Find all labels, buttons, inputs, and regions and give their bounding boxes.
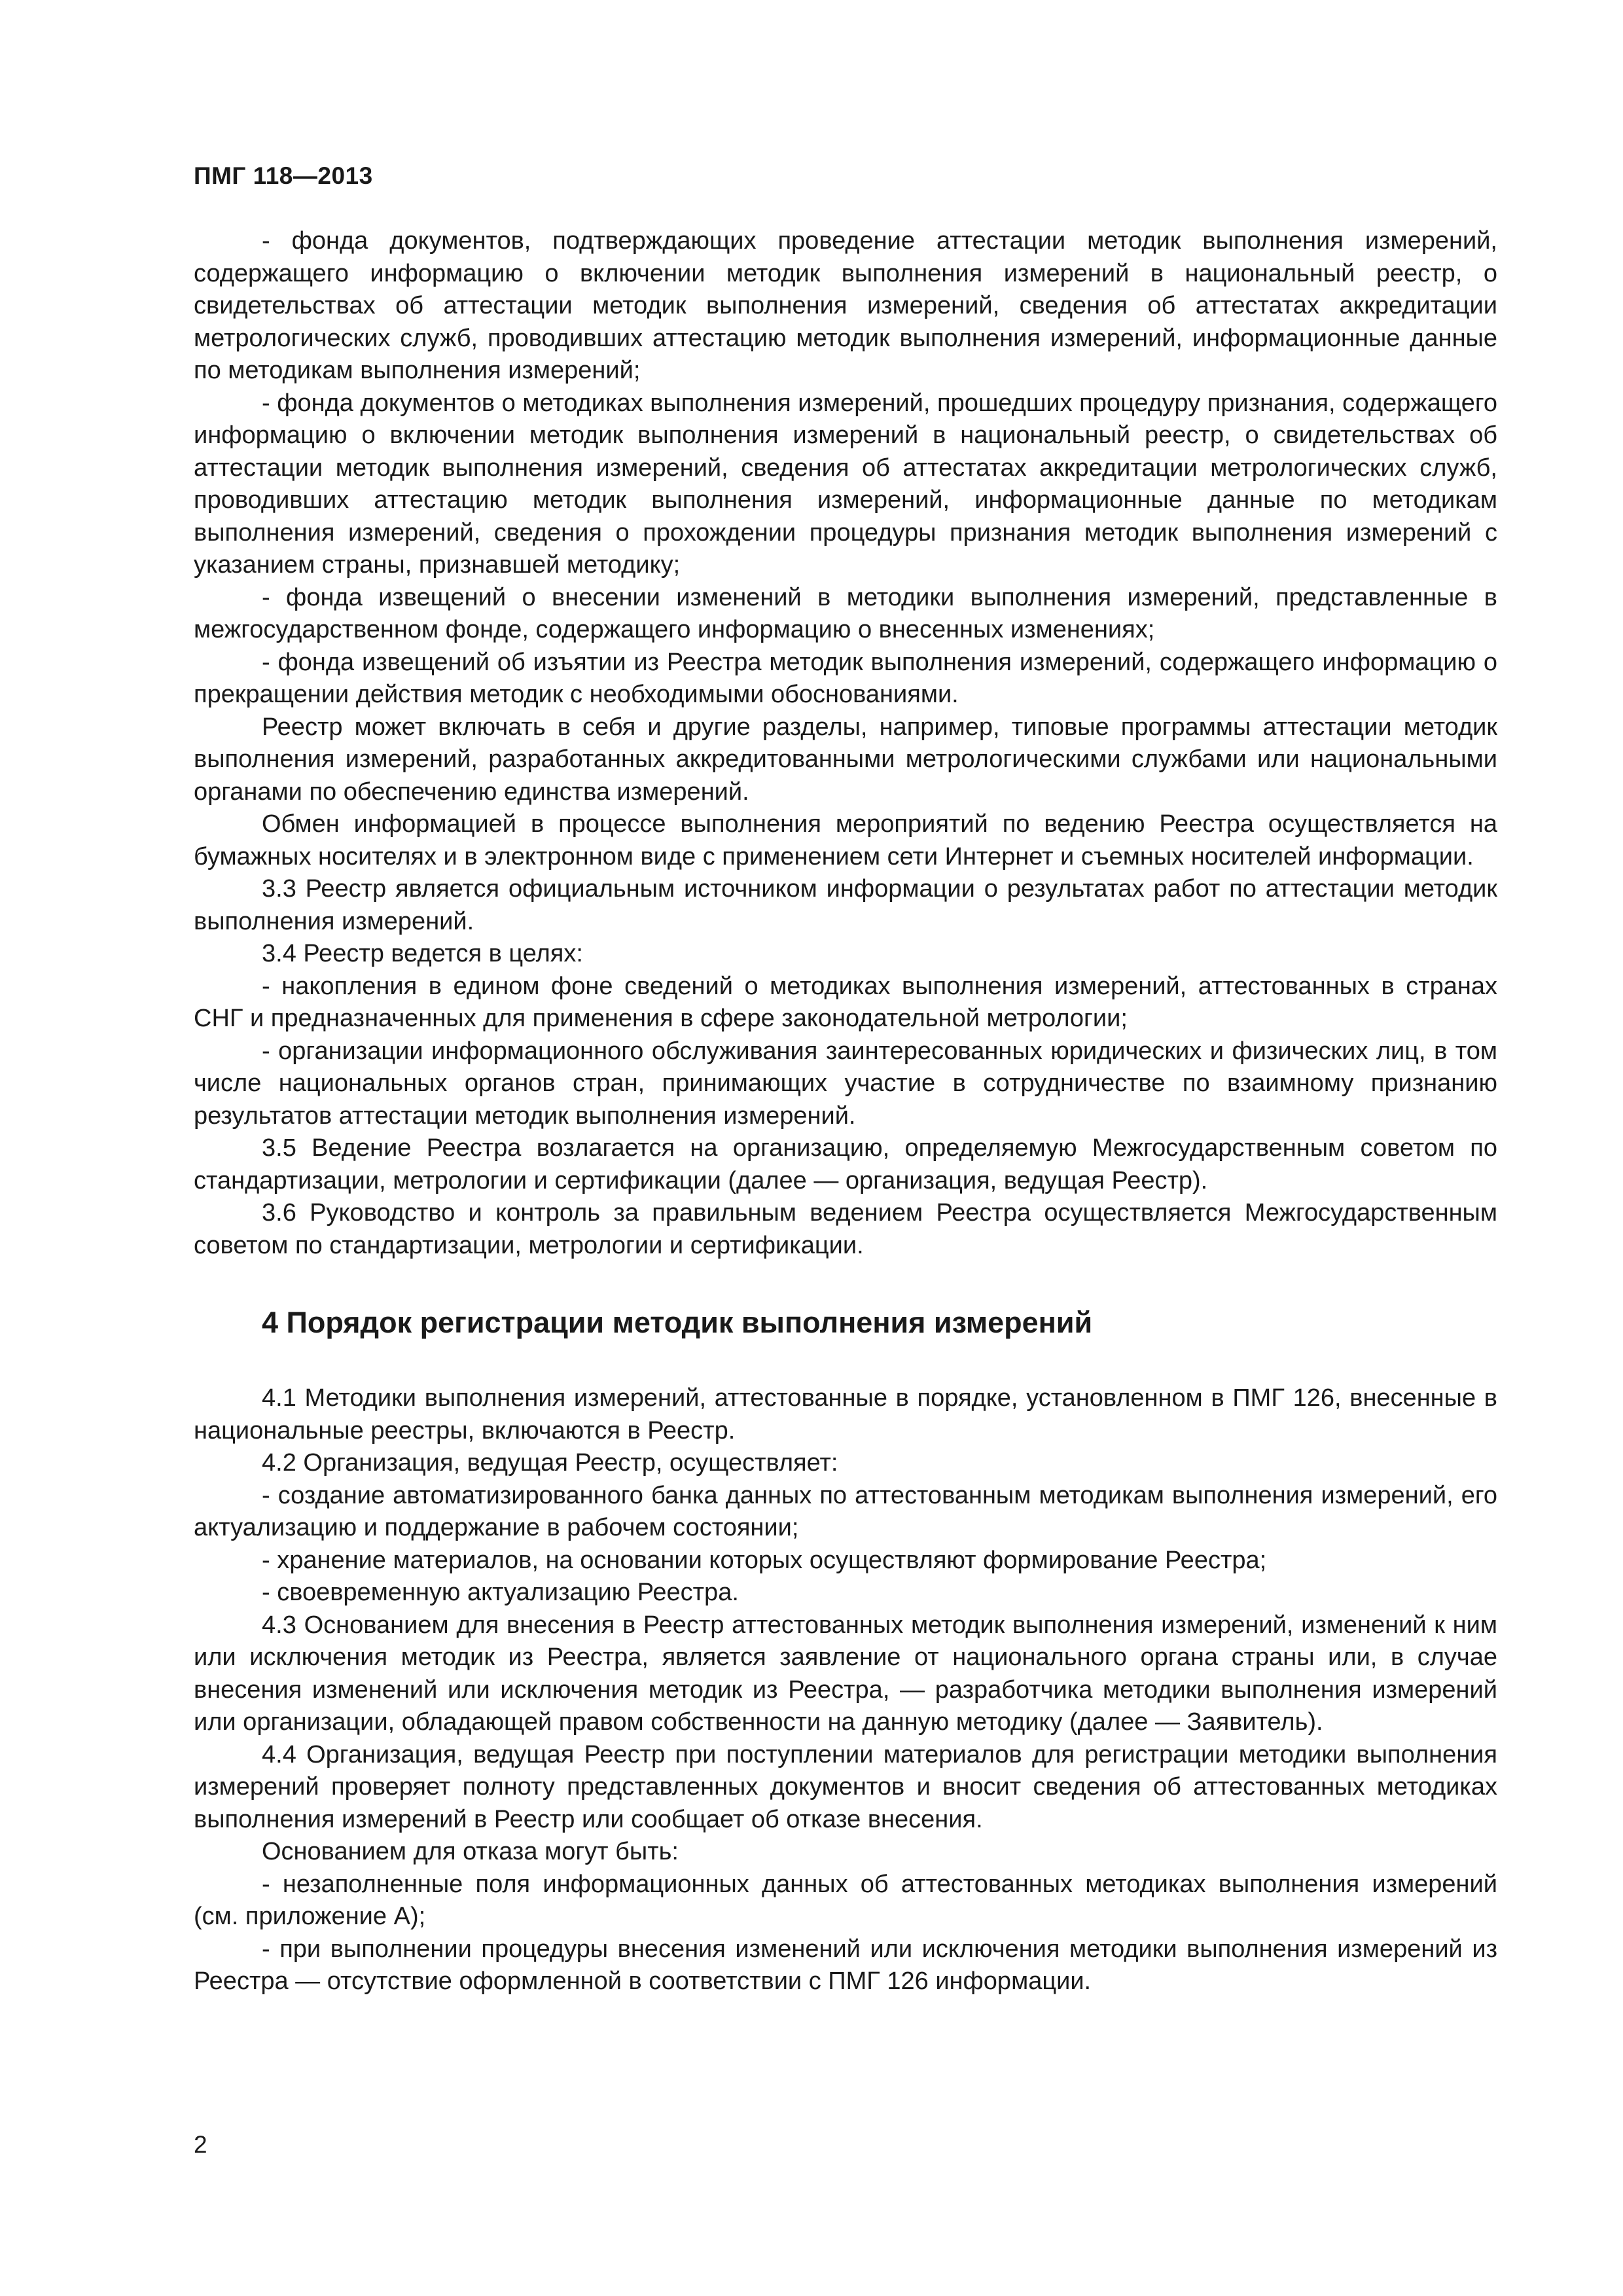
paragraph: - создание автоматизированного банка данных по аттестованным методикам выполнения измерений, его актуализацию и поддержание в рабочем состоянии; (194, 1481, 1497, 1541)
paragraph: 3.4 Реестр ведется в целях: (262, 940, 583, 967)
paragraph: 4.3 Основанием для внесения в Реестр аттестованных методик выполнения измерений, изменений к ним или исключения методик из Реестра, является заявление от национального органа страны или, в случае внесения изменений или исключения методик из Реестра, — разработчика методики выполнения измерений или организации, обладающей правом собственности на данную методику (далее — Заявитель). (194, 1611, 1497, 1736)
paragraph: 4.4 Организация, ведущая Реестр при поступлении материалов для регистрации методики выполнения измерений проверяет полноту представленных документов и вносит сведения об аттестованных методиках выполнения измерений в Реестр или сообщает об отказе внесения. (194, 1740, 1497, 1833)
document-header: ПМГ 118—2013 (194, 162, 373, 189)
paragraph: - организации информационного обслуживания заинтересованных юридических и физических лиц, в том числе национальных органов стран, принимающих участие в сотрудничестве по взаимному признанию результатов аттестации методик выполнения измерений. (194, 1037, 1497, 1130)
paragraph: Реестр может включать в себя и другие разделы, например, типовые программы аттестации методик выполнения измерений, разработанных аккредитованными метрологическими службами или национальными органами по обеспечению единства измерений. (194, 713, 1497, 806)
paragraph: 3.6 Руководство и контроль за правильным ведением Реестра осуществляется Межгосударственным советом по стандартизации, метрологии и сертификации. (194, 1199, 1497, 1259)
document-body (194, 225, 1497, 1998)
paragraph: - фонда извещений о внесении изменений в методики выполнения измерений, представленные в межгосударственном фонде, содержащего информацию о внесенных изменениях; (194, 583, 1497, 643)
paragraph: 3.3 Реестр является официальным источником информации о результатах работ по аттестации методик выполнения измерений. (194, 875, 1497, 935)
paragraph: - фонда документов, подтверждающих проведение аттестации методик выполнения измерений, содержащего информацию о включении методик выполнения измерений в национальный реестр, о свидетельствах об аттестации методик выполнения измерений, сведения об аттестатах аккредитации метрологических служб, проводивших аттестацию методик выполнения измерений, информационные данные по методикам выполнения измерений; (194, 227, 1497, 384)
paragraph: 3.5 Ведение Реестра возлагается на организацию, определяемую Межгосударственным советом по стандартизации, метрологии и сертификации (далее — организация, ведущая Реестр). (194, 1134, 1497, 1194)
paragraph: - фонда извещений об изъятии из Реестра методик выполнения измерений, содержащего информацию о прекращении действия методик с необходимыми обоснованиями. (194, 648, 1497, 708)
paragraph: - при выполнении процедуры внесения изменений или исключения методики выполнения измерений из Реестра — отсутствие оформленной в соответствии с ПМГ 126 информации. (194, 1935, 1497, 1995)
paragraph: Обмен информацией в процессе выполнения мероприятий по ведению Реестра осуществляется на бумажных носителях и в электронном виде с применением сети Интернет и съемных носителей информации. (194, 810, 1497, 870)
paragraph: Основанием для отказа могут быть: (262, 1838, 679, 1865)
page-number: 2 (194, 2131, 207, 2158)
paragraph: - своевременную актуализацию Реестра. (262, 1579, 739, 1606)
paragraph: - фонда документов о методиках выполнения измерений, прошедших процедуру признания, содержащего информацию о включении методик выполнения измерений в национальный реестр, о свидетельствах об аттестации методик выполнения измерений, сведения об аттестатах аккредитации метрологических служб, проводивших аттестацию методик выполнения измерений, информационные данные по методикам выполнения измерений, сведения о прохождении процедуры признания методик выполнения измерений с указанием страны, признавшей методику; (194, 389, 1497, 579)
paragraph: 4.1 Методики выполнения измерений, аттестованные в порядке, установленном в ПМГ 126, внесенные в национальные реестры, включаются в Реестр. (194, 1384, 1497, 1444)
paragraph: - хранение материалов, на основании которых осуществляют формирование Реестра; (262, 1546, 1267, 1574)
section-heading: 4 Порядок регистрации методик выполнения измерений (262, 1306, 1093, 1339)
paragraph: - незаполненные поля информационных данных об аттестованных методиках выполнения измерений (см. приложение А); (194, 1870, 1497, 1930)
paragraph: - накопления в едином фоне сведений о методиках выполнения измерений, аттестованных в странах СНГ и предназначенных для применения в сфере законодательной метрологии; (194, 972, 1497, 1032)
paragraph: 4.2 Организация, ведущая Реестр, осуществляет: (262, 1449, 838, 1477)
